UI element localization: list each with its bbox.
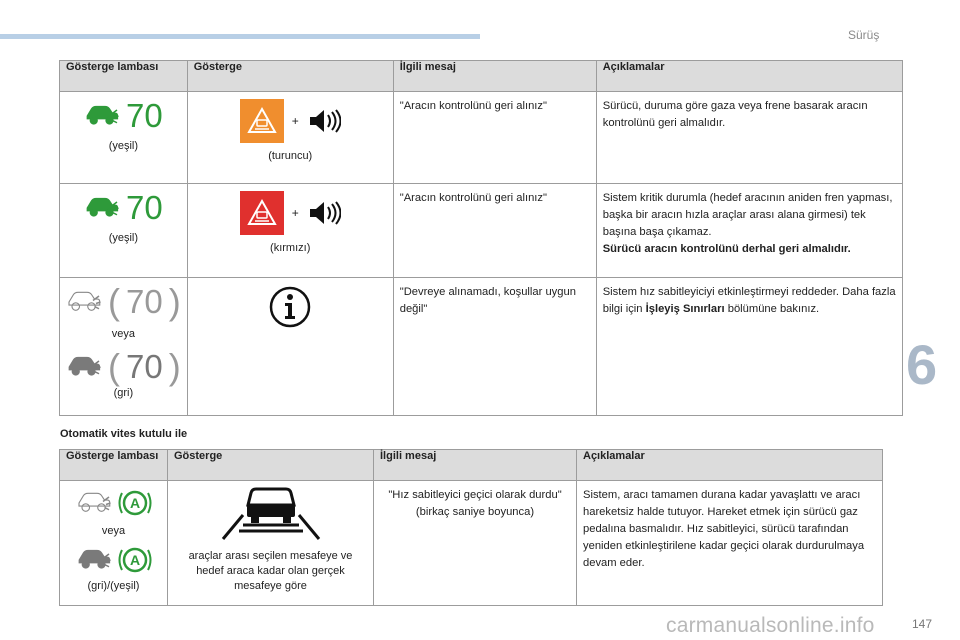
lamp-color-caption: (gri) [113,387,134,399]
cruise-control-green-icon [84,194,120,222]
or-separator: veya [101,525,126,537]
notes-emphasis: Sürücü aracın kontrolünü derhal geri almalıdır. [602,243,851,255]
col-header-message: İlgili mesaj [393,61,596,92]
chapter-number: 6 [906,333,938,396]
section-subheading: Otomatik vites kutulu ile [60,428,188,440]
notes-cell [596,184,902,278]
col-header-lamp: Gösterge lambası [60,450,168,481]
col-header-lamp: Gösterge lambası [60,61,188,92]
message-cell: "Aracın kontrolünü geri alınız" [393,184,596,278]
lamp-cell: ( 70 ) veya ( 70 ) (gri) [60,278,188,416]
cruise-control-outline-icon [76,489,112,517]
lamp-cell [60,184,188,278]
message-text: "Hız sabitleyici geçici olarak durdu" [388,489,562,501]
speed-value: 70 [126,348,163,385]
cruise-control-outline-icon [66,288,102,316]
watermark: carmanualsonline.info [666,614,875,637]
auto-hold-green-icon [118,545,152,575]
lamp-cell [60,92,188,184]
message-subtext: (birkaç saniye boyunca) [415,506,535,518]
cruise-control-gray-icon [76,546,112,574]
lamp-color-caption: (yeşil) [108,140,139,152]
speaker-icon [307,108,341,134]
notes-text: Sistem hız sabitleyiciyi etkinleştirmeyi reddeder. Daha fazla bilgi için [602,286,896,315]
info-icon [269,286,311,328]
notes-cell [596,278,902,416]
warning-lamps-table [59,60,903,416]
indicator-cell [168,481,374,606]
message-cell [374,481,577,606]
plus-sign: + [291,205,299,220]
automatic-gearbox-table [59,449,883,606]
col-header-indicator: Gösterge [187,61,393,92]
auto-hold-green-icon [118,488,152,518]
col-header-notes: Açıklamalar [577,450,883,481]
notes-text: bölümüne bakınız. [724,303,820,315]
page-number: 147 [912,617,933,631]
header-accent-bar [0,34,480,39]
table-header-row [60,450,883,481]
or-separator: veya [111,328,135,340]
collision-alert-red-icon [240,191,284,235]
speaker-icon [307,200,341,226]
notes-cell: Sistem, aracı tamamen durana kadar yavaşlattı ve aracı hareketsiz halde tutuyor. Hareket etmek için sürücü gaz pedalına basmalıdır. Hız sabitleyici, sürücü tarafından yeniden etkinleştirilene kadar geçici olarak durdurulmaya devam eder. [577,481,883,606]
col-header-notes: Açıklamalar [596,61,902,92]
lamp-color-caption: (gri)/(yeşil) [87,580,140,592]
cruise-control-green-icon [84,102,120,130]
table-row [60,481,883,606]
cruise-control-gray-icon [66,353,102,381]
table-row [60,184,903,278]
section-title: Sürüş [848,28,880,42]
indicator-caption: araçlar arası seçilen mesafeye ve hedef araca kadar olan gerçek mesafeye göre [188,550,353,592]
speed-value: 70 [126,189,163,226]
indicator-color-caption: (turuncu) [268,150,313,162]
lamp-color-caption: (yeşil) [108,232,139,244]
indicator-color-caption: (kırmızı) [270,242,311,254]
svg-text:A: A [129,552,140,568]
message-cell: "Aracın kontrolünü geri alınız" [393,92,596,184]
col-header-indicator: Gösterge [168,450,374,481]
collision-alert-orange-icon [240,99,284,143]
notes-text: Sistem kritik durumla (hedef aracının aniden fren yapması, başka bir aracın hızla araçlar arası alana girmesi) tek başına başa çıkamaz. [602,192,893,238]
following-distance-icon [221,485,321,541]
lamp-cell [60,481,168,606]
table-row [60,92,903,184]
indicator-cell [187,92,393,184]
svg-text:A: A [129,495,140,511]
message-cell: "Devreye alınamadı, koşullar uygun değil" [393,278,596,416]
table-row [60,278,903,416]
notes-link-text: İşleyiş Sınırları [645,303,725,315]
plus-sign: + [291,113,299,128]
col-header-message: İlgili mesaj [374,450,577,481]
notes-cell: Sürücü, duruma göre gaza veya frene basarak aracın kontrolünü geri almalıdır. [596,92,902,184]
table-header-row [60,61,903,92]
indicator-cell [187,278,393,416]
speed-value: 70 [126,97,163,134]
indicator-cell [187,184,393,278]
speed-value: 70 [126,283,163,320]
